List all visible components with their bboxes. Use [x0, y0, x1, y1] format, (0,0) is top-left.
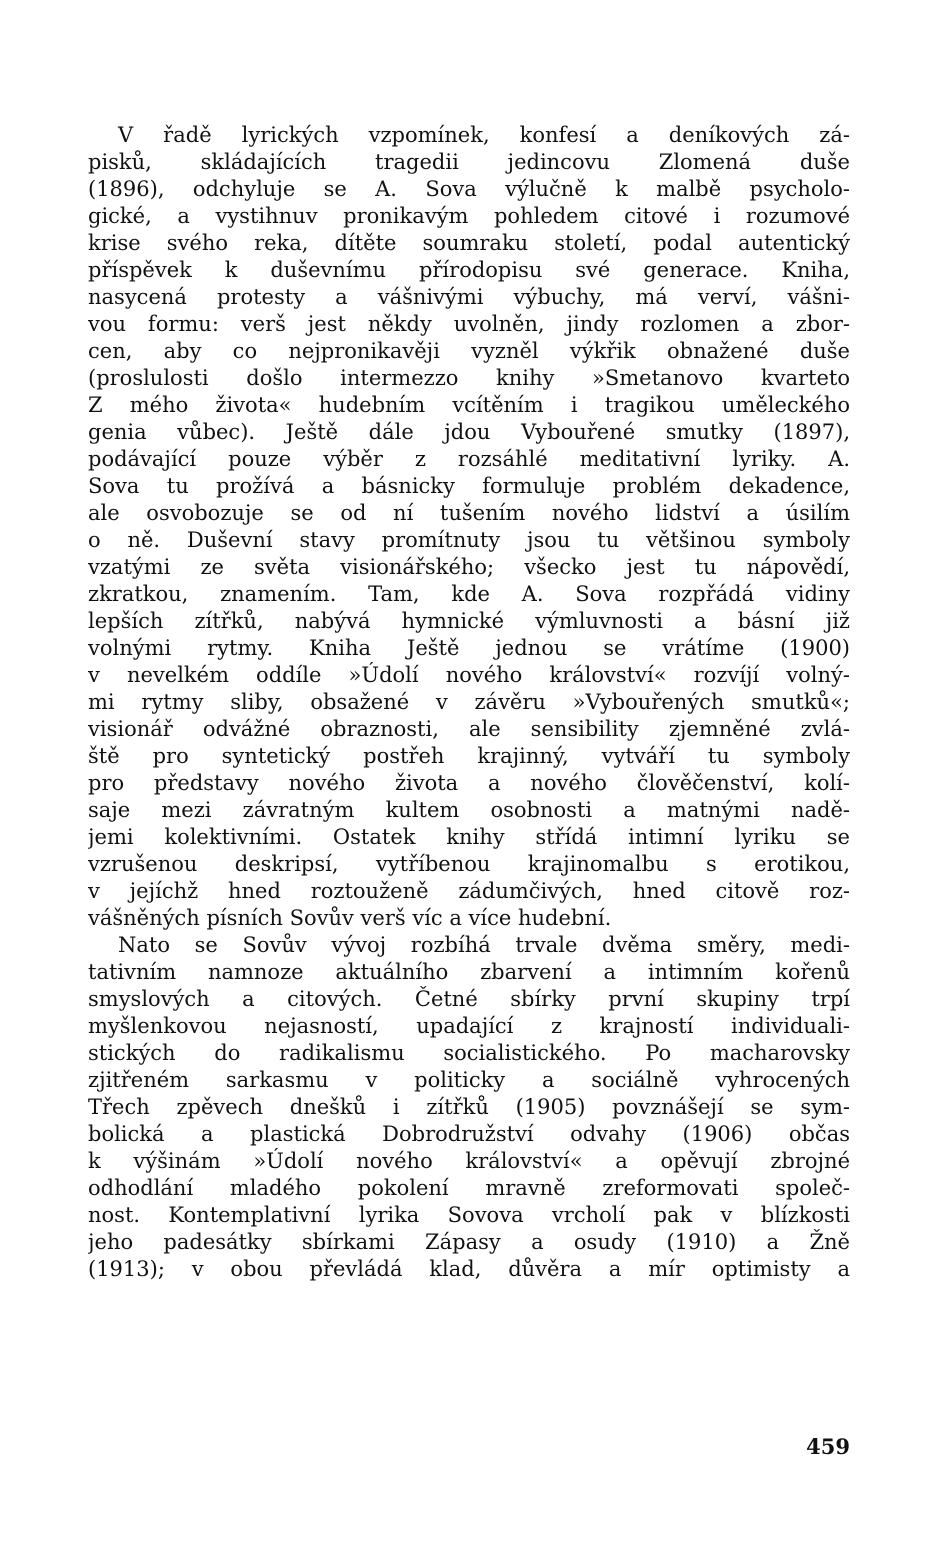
- text-line: jemi kolektivními. Ostatek knihy střídá intimní lyriku se: [88, 825, 850, 849]
- text-line: k výšinám »Údolí nového království« a opěvují zbrojné: [88, 1149, 850, 1173]
- text-line: saje mezi závratným kultem osobnosti a matnými nadě-: [88, 798, 850, 822]
- text-line: genia vůbec). Ještě dále jdou Vybouřené smutky (1897),: [88, 420, 850, 444]
- text-line: Třech zpěvech dnešků i zítřků (1905) povznášejí se sym-: [88, 1095, 850, 1119]
- text-line: příspěvek k duševnímu přírodopisu své generace. Kniha,: [88, 258, 850, 282]
- text-line: ště pro syntetický postřeh krajinný, vytváří tu symboly: [88, 744, 850, 768]
- text-line: v jejíchž hned roztouženě zádumčivých, hned citově roz-: [88, 879, 850, 903]
- text-line: vzatými ze světa visionářského; všecko jest tu nápovědí,: [88, 555, 850, 579]
- text-line: pisků, skládajících tragedii jedincovu Zlomená duše: [88, 150, 850, 174]
- text-line: stických do radikalismu socialistického. Po macharovsky: [88, 1041, 850, 1065]
- text-line: bolická a plastická Dobrodružství odvahy (1906) občas: [88, 1122, 850, 1146]
- text-line: vzrušenou deskripsí, vytříbenou krajinomalbu s erotikou,: [88, 852, 850, 876]
- text-line: krise svého reka, dítěte soumraku století, podal autentický: [88, 231, 850, 255]
- text-line: v nevelkém oddíle »Údolí nového království« rozvíjí volný-: [88, 663, 850, 687]
- text-line: nasycená protesty a vášnivými výbuchy, má verví, vášni-: [88, 285, 850, 309]
- text-line: lepších zítřků, nabývá hymnické výmluvnosti a básní již: [88, 609, 850, 633]
- text-line: vou formu: verš jest někdy uvolněn, jindy rozlomen a zbor-: [88, 312, 850, 336]
- text-line: nost. Kontemplativní lyrika Sovova vrcholí pak v blízkosti: [88, 1203, 850, 1227]
- text-line: Sova tu prožívá a básnicky formuluje problém dekadence,: [88, 474, 850, 498]
- text-line: podávající pouze výběr z rozsáhlé meditativní lyriky. A.: [88, 447, 850, 471]
- text-line: pro představy nového života a nového člověčenství, kolí-: [88, 771, 850, 795]
- text-line: o ně. Duševní stavy promítnuty jsou tu většinou symboly: [88, 528, 850, 552]
- text-line: vášněných písních Sovův verš víc a více hudební.: [88, 906, 612, 930]
- text-line: smyslových a citových. Četné sbírky první skupiny trpí: [88, 987, 850, 1011]
- text-line: volnými rytmy. Kniha Ještě jednou se vrátíme (1900): [88, 636, 850, 660]
- text-line: jeho padesátky sbírkami Zápasy a osudy (1910) a Žně: [88, 1230, 850, 1254]
- text-line: cen, aby co nejpronikavěji vyzněl výkřik obnažené duše: [88, 339, 850, 363]
- text-line: (1896), odchyluje se A. Sova výlučně k malbě psycholo-: [88, 177, 850, 201]
- text-line: gické, a vystihnuv pronikavým pohledem citové i rozumové: [88, 204, 850, 228]
- text-line: visionář odvážné obraznosti, ale sensibility zjemněné zvlá-: [88, 717, 850, 741]
- body-text: [88, 122, 850, 1283]
- text-line: (proslulosti došlo intermezzo knihy »Smetanovo kvarteto: [88, 366, 850, 390]
- text-line: V řadě lyrických vzpomínek, konfesí a deníkových zá-: [118, 123, 850, 147]
- text-line: odhodlání mladého pokolení mravně zreformovati společ-: [88, 1176, 850, 1200]
- text-line: ale osvobozuje se od ní tušením nového lidství a úsilím: [88, 501, 850, 525]
- text-line: zjitřeném sarkasmu v politicky a sociálně vyhrocených: [88, 1068, 850, 1092]
- text-line: Z mého života« hudebním vcítěním i tragikou uměleckého: [88, 393, 850, 417]
- text-line: mi rytmy sliby, obsažené v závěru »Vybouřených smutků«;: [88, 690, 850, 714]
- text-line: Nato se Sovův vývoj rozbíhá trvale dvěma směry, medi-: [118, 933, 850, 957]
- page-number: 459: [806, 1434, 850, 1459]
- text-line: zkratkou, znamením. Tam, kde A. Sova rozpřádá vidiny: [88, 582, 850, 606]
- text-line: tativním namnoze aktuálního zbarvení a intimním kořenů: [88, 960, 850, 984]
- text-line: myšlenkovou nejasností, upadající z krajností individuali-: [88, 1014, 850, 1038]
- text-line: (1913); v obou převládá klad, důvěra a mír optimisty a: [88, 1257, 850, 1281]
